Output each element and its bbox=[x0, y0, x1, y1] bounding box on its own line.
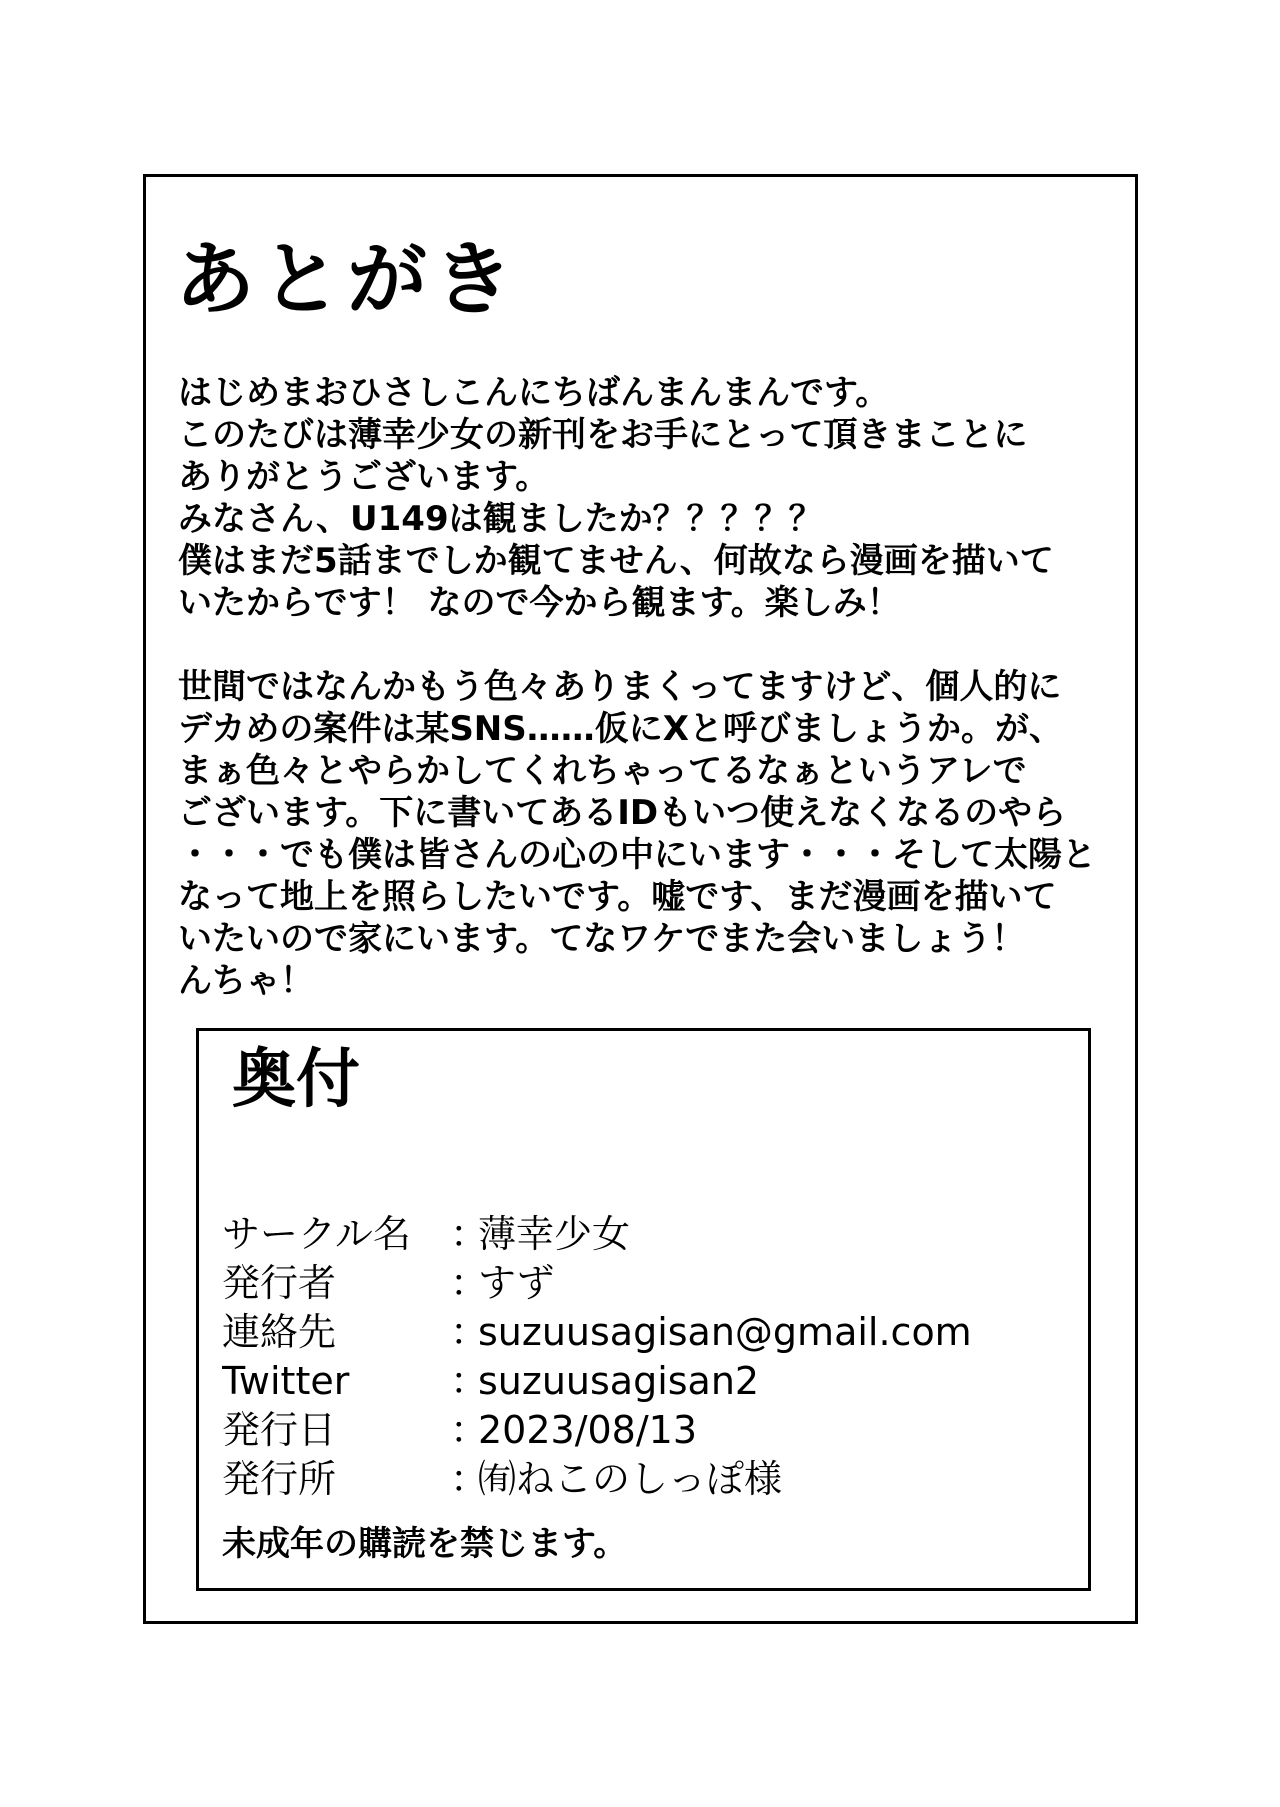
colophon-value: suzuusagisan@gmail.com bbox=[478, 1310, 972, 1354]
colophon-label: 発行所 bbox=[222, 1457, 337, 1501]
colophon-label: 発行者 bbox=[222, 1261, 337, 1305]
colophon-row-date bbox=[222, 1406, 1062, 1455]
afterword-line: はじめまおひさしこんにちばんまんまんです。 bbox=[178, 373, 890, 413]
colophon-value: ㈲ねこのしっぽ様 bbox=[478, 1457, 783, 1501]
colophon-list bbox=[222, 1210, 1062, 1504]
colophon-label: Twitter bbox=[222, 1359, 350, 1403]
afterword-line: なって地上を照らしたいです。嘘です、まだ漫画を描いて bbox=[178, 877, 1057, 917]
afterword-title: あとがき bbox=[175, 233, 519, 326]
colophon-value: suzuusagisan2 bbox=[478, 1359, 760, 1403]
afterword-line: んちゃ！ bbox=[178, 961, 314, 1001]
colophon-separator: ： bbox=[450, 1212, 489, 1256]
colophon-row-contact bbox=[222, 1308, 1062, 1357]
afterword-body bbox=[178, 372, 1098, 1002]
age-restriction-notice: 未成年の購読を禁じます。 bbox=[222, 1524, 628, 1564]
colophon-value: すず bbox=[478, 1261, 555, 1305]
colophon-value: 2023/08/13 bbox=[478, 1408, 698, 1452]
colophon-separator: ： bbox=[450, 1261, 489, 1305]
colophon-row-printer bbox=[222, 1455, 1062, 1504]
afterword-line: いたからです！ なので今から観ます。楽しみ！ bbox=[178, 583, 901, 623]
colophon-row-publisher bbox=[222, 1259, 1062, 1308]
afterword-line: ・・・でも僕は皆さんの心の中にいます・・・そして太陽と bbox=[178, 835, 1096, 875]
colophon-row-circle bbox=[222, 1210, 1062, 1259]
afterword-blank-line bbox=[178, 624, 1098, 666]
colophon-separator: ： bbox=[450, 1359, 489, 1403]
afterword-line: 世間ではなんかもう色々ありまくってますけど、個人的に bbox=[178, 667, 1062, 707]
colophon-separator: ： bbox=[450, 1457, 489, 1501]
afterword-line: いたいので家にいます。てなワケでまた会いましょう！ bbox=[178, 919, 1026, 959]
afterword-line: まぁ色々とやらかしてくれちゃってるなぁというアレで bbox=[178, 751, 1027, 791]
colophon-label: 連絡先 bbox=[222, 1310, 337, 1354]
afterword-line: このたびは薄幸少女の新刊をお手にとって頂きまことに bbox=[178, 415, 1028, 455]
colophon-row-twitter bbox=[222, 1357, 1062, 1406]
afterword-line: ございます。下に書いてあるIDもいつ使えなくなるのやら bbox=[178, 793, 1067, 833]
colophon-title: 奥付 bbox=[232, 1043, 360, 1117]
colophon-value: 薄幸少女 bbox=[478, 1212, 631, 1256]
colophon-label: 発行日 bbox=[222, 1408, 337, 1452]
afterword-line: みなさん、U149は観ましたか？？？？？ bbox=[178, 499, 823, 539]
colophon-separator: ： bbox=[450, 1310, 489, 1354]
colophon-label: サークル名 bbox=[222, 1212, 411, 1256]
afterword-line: 僕はまだ5話までしか観てません、何故なら漫画を描いて bbox=[178, 541, 1054, 581]
colophon-separator: ： bbox=[450, 1408, 489, 1452]
afterword-line: ありがとうございます。 bbox=[178, 457, 550, 497]
afterword-line: デカめの案件は某SNS……仮にXと呼びましょうか。が、 bbox=[178, 709, 1063, 749]
